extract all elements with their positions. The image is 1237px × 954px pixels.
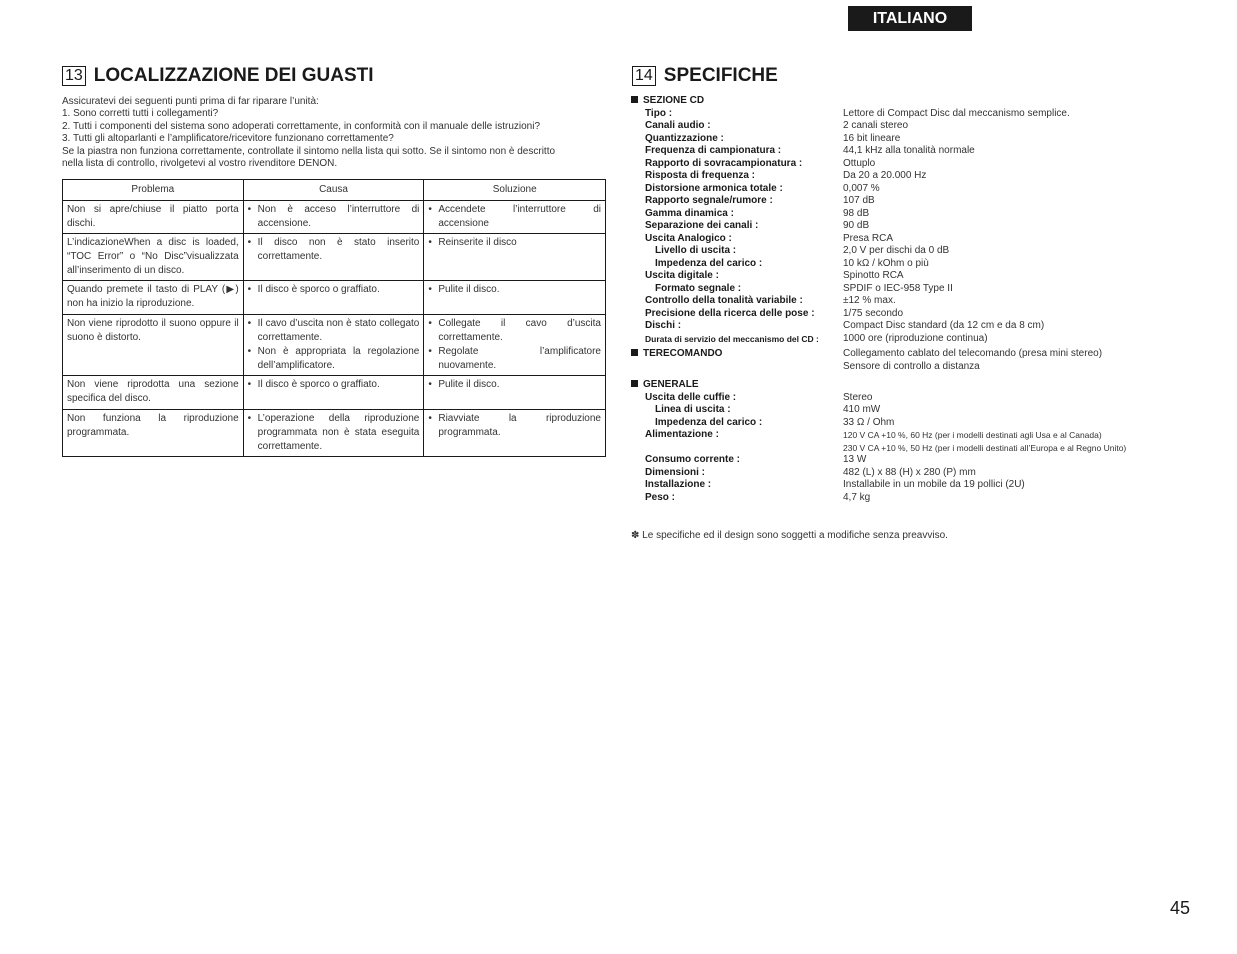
spec-row xyxy=(631,429,1201,442)
cause-text: Non è appropriata la regolazione dell’amplificatore. xyxy=(257,346,420,371)
solution-text: Riavviate la riproduzione programmata. xyxy=(438,413,601,438)
cd-section-heading xyxy=(631,95,1201,108)
spec-label: Impedenza del carico : xyxy=(655,416,763,428)
spec-row xyxy=(631,320,1201,333)
spec-value: 44,1 kHz alla tonalità normale xyxy=(843,145,975,156)
table-row xyxy=(63,234,606,281)
table-header-row xyxy=(63,180,606,201)
header-solution: Soluzione xyxy=(424,180,606,201)
spec-label: Durata di servizio del meccanismo del CD : xyxy=(645,333,819,344)
intro-line: 1. Sono corretti tutti i collegamenti? xyxy=(62,108,219,120)
spec-row xyxy=(631,195,1201,208)
solution-cell: • Riavviate la riproduzione programmata. xyxy=(424,410,606,457)
spec-label: Controllo della tonalità variabile : xyxy=(645,295,803,306)
spec-label: Frequenza di campionatura : xyxy=(645,145,782,156)
table-row xyxy=(63,315,606,376)
spec-row xyxy=(631,454,1201,467)
spec-label: Uscita delle cuffie : xyxy=(645,391,737,403)
spec-value: 98 dB xyxy=(843,207,870,219)
table-row xyxy=(63,281,606,315)
spec-value: 2 canali stereo xyxy=(843,120,909,131)
cause-text: Il disco non è stato inserito correttamente. xyxy=(257,237,420,262)
cause-text: Il disco è sporco o graffiato. xyxy=(257,379,380,390)
cause-cell: • Il disco non è stato inserito correttamente. xyxy=(243,234,424,281)
spec-label: Precisione della ricerca delle pose : xyxy=(645,307,815,319)
spec-value: 482 (L) x 88 (H) x 280 (P) mm xyxy=(843,466,976,478)
square-bullet-icon xyxy=(631,96,638,103)
specifications-heading xyxy=(632,65,778,87)
spec-value: Ottuplo xyxy=(843,157,876,169)
table-row xyxy=(63,201,606,234)
cause-text: Il disco è sporco o graffiato. xyxy=(257,284,380,295)
spec-value: 13 W xyxy=(843,454,867,465)
spec-label: Consumo corrente : xyxy=(645,454,741,465)
spec-value: 90 dB xyxy=(843,220,870,231)
spec-row xyxy=(631,270,1201,283)
spec-row xyxy=(631,392,1201,405)
spec-label: Distorsione armonica totale : xyxy=(645,182,783,194)
spec-value: SPDIF o IEC-958 Type II xyxy=(843,282,953,294)
spec-row xyxy=(631,333,1201,346)
cause-text: Non è acceso l’interruttore di accensione. xyxy=(257,204,420,229)
solution-text: Pulite il disco. xyxy=(438,284,500,295)
spec-label: Rapporto di sovracampionatura : xyxy=(645,157,803,169)
spec-row xyxy=(631,245,1201,258)
spec-row xyxy=(631,258,1201,271)
spec-row xyxy=(631,308,1201,321)
spec-value: Presa RCA xyxy=(843,232,894,244)
spec-label: Uscita Analogico : xyxy=(645,232,732,244)
header-cause: Causa xyxy=(243,180,424,201)
spec-value: Da 20 a 20.000 Hz xyxy=(843,170,927,181)
spec-row xyxy=(631,295,1201,308)
square-bullet-icon xyxy=(631,349,638,356)
intro-line: Assicuratevi dei seguenti punti prima di far riparare l’unità: xyxy=(62,96,319,107)
spec-value: 410 mW xyxy=(843,404,881,415)
specifications-note xyxy=(631,530,948,541)
spec-label: Linea di uscita : xyxy=(655,404,731,415)
solution-text: Accendete l’interruttore di accensione xyxy=(438,204,601,229)
cause-cell: • Il cavo d’uscita non è stato collegato correttamente. • Non è appropriata la regolazione dell’amplificatore. xyxy=(243,315,424,376)
cd-heading-text: SEZIONE CD xyxy=(643,95,705,106)
solution-text: Regolate l’amplificatore nuovamente. xyxy=(438,346,601,371)
specifications-list xyxy=(631,95,1201,504)
spec-value: Lettore di Compact Disc dal meccanismo semplice. xyxy=(843,107,1070,119)
spec-row xyxy=(631,158,1201,171)
cause-text: L’operazione della riproduzione programmata non è stata eseguita correttamente. xyxy=(257,413,420,452)
spec-value: 1/75 secondo xyxy=(843,307,904,319)
spec-row xyxy=(631,145,1201,158)
problem-cell: Non viene riprodotta una sezione specifica del disco. xyxy=(63,376,244,410)
spec-value: 10 kΩ / kOhm o più xyxy=(843,257,929,269)
cause-cell: • Il disco è sporco o graffiato. xyxy=(243,376,424,410)
spec-value: 0,007 % xyxy=(843,182,880,194)
cause-cell: • L’operazione della riproduzione programmata non è stata eseguita correttamente. xyxy=(243,410,424,457)
note-text: Le specifiche ed il design sono soggetti a modifiche senza preavviso. xyxy=(642,530,948,541)
cause-text: Il cavo d’uscita non è stato collegato correttamente. xyxy=(257,318,420,343)
spec-value: Collegamento cablato del telecomando (presa mini stereo) xyxy=(843,348,1103,359)
spec-label: Impedenza del carico : xyxy=(655,257,763,269)
spec-value: 107 dB xyxy=(843,195,875,206)
spec-label xyxy=(631,442,843,455)
troubleshooting-intro xyxy=(62,96,607,170)
spec-value: Compact Disc standard (da 12 cm e da 8 cm) xyxy=(843,320,1045,331)
solution-cell: • Collegate il cavo d’uscita correttamente. • Regolate l’amplificatore nuovamente. xyxy=(424,315,606,376)
cause-cell: • Il disco è sporco o graffiato. xyxy=(243,281,424,315)
solution-cell: • Accendete l’interruttore di accensione xyxy=(424,201,606,234)
language-tab: ITALIANO xyxy=(848,6,972,31)
solution-text: Collegate il cavo d’uscita correttamente. xyxy=(438,318,601,343)
table-row xyxy=(63,376,606,410)
spec-label: Formato segnale : xyxy=(655,282,742,294)
spec-value: 2,0 V per dischi da 0 dB xyxy=(843,245,950,256)
spec-row xyxy=(631,120,1201,133)
section-number-13: 13 xyxy=(62,66,86,86)
spec-value: 120 V CA +10 %, 60 Hz (per i modelli destinati agli Usa e al Canada) xyxy=(843,430,1102,440)
spec-row xyxy=(631,170,1201,183)
table-row xyxy=(63,410,606,457)
spec-label: Separazione dei canali : xyxy=(645,220,759,231)
spec-value: Installabile in un mobile da 19 pollici (2U) xyxy=(843,479,1025,490)
troubleshooting-title: LOCALIZZAZIONE DEI GUASTI xyxy=(93,65,374,86)
spec-label: Canali audio : xyxy=(645,120,711,131)
solution-text: Pulite il disco. xyxy=(438,379,500,390)
spec-label: Alimentazione : xyxy=(645,429,719,440)
page-number: 45 xyxy=(1170,898,1191,918)
solution-cell: • Pulite il disco. xyxy=(424,376,606,410)
spec-row xyxy=(631,479,1201,492)
square-bullet-icon xyxy=(631,380,638,387)
spec-value: 230 V CA +10 %, 50 Hz (per i modelli destinati all’Europa e al Regno Unito) xyxy=(843,442,1127,453)
header-problem: Problema xyxy=(63,180,244,201)
specifications-title: SPECIFICHE xyxy=(663,65,778,86)
spec-label: Dimensioni : xyxy=(645,466,706,478)
spec-row xyxy=(631,492,1201,505)
problem-cell: Non si apre/chiuse il piatto porta dischi. xyxy=(63,201,244,234)
spec-value: 16 bit lineare xyxy=(843,132,901,144)
solution-cell: • Pulite il disco. xyxy=(424,281,606,315)
problem-cell: L’indicazioneWhen a disc is loaded, “TOC Error” o “No Disc”visualizzata all’inserimento di un disco. xyxy=(63,234,244,281)
problem-cell: Quando premete il tasto di PLAY (▶) non ha inizio la riproduzione. xyxy=(63,281,244,315)
troubleshooting-table xyxy=(62,179,606,457)
spec-label: Rapporto segnale/rumore : xyxy=(645,195,773,206)
spec-label: Installazione : xyxy=(645,479,712,490)
spec-value: Stereo xyxy=(843,391,873,403)
spec-value: ±12 % max. xyxy=(843,295,896,306)
spec-label: Livello di uscita : xyxy=(655,245,737,256)
spec-label: Gamma dinamica : xyxy=(645,207,734,219)
spec-row xyxy=(631,283,1201,296)
spec-row xyxy=(631,442,1201,455)
remote-heading-text: TERECOMANDO xyxy=(643,348,723,359)
spec-value: Sensore di controllo a distanza xyxy=(843,360,980,372)
spec-row xyxy=(631,220,1201,233)
intro-line: nella lista di controllo, rivolgetevi al vostro rivenditore DENON. xyxy=(62,158,338,170)
problem-cell: Non funziona la riproduzione programmata. xyxy=(63,410,244,457)
spec-label: Uscita digitale : xyxy=(645,270,719,281)
spec-value: 1000 ore (riproduzione continua) xyxy=(843,332,988,344)
general-heading-text: GENERALE xyxy=(643,379,699,390)
intro-line: 2. Tutti i componenti del sistema sono adoperati correttamente, in conformità con il manuale delle istruzioni? xyxy=(62,120,541,132)
spec-row xyxy=(631,467,1201,480)
spec-row xyxy=(631,417,1201,430)
spec-label: Quantizzazione : xyxy=(645,132,724,144)
spec-value: 4,7 kg xyxy=(843,491,871,503)
spec-value: Spinotto RCA xyxy=(843,270,904,281)
cause-cell: • Non è acceso l’interruttore di accensione. xyxy=(243,201,424,234)
spec-row xyxy=(631,133,1201,146)
spec-label: Tipo : xyxy=(645,107,673,119)
spec-value: 33 Ω / Ohm xyxy=(843,416,895,428)
spec-row xyxy=(631,404,1201,417)
spec-row xyxy=(631,183,1201,196)
spec-row xyxy=(631,233,1201,246)
troubleshooting-heading xyxy=(62,65,374,87)
intro-line: Se la piastra non funziona correttamente, controllate il sintomo nella lista qui sotto. Se il sintomo non è descritto xyxy=(62,145,556,157)
general-section-heading xyxy=(631,379,1201,392)
problem-cell: Non viene riprodotto il suono oppure il suono è distorto. xyxy=(63,315,244,376)
asterisk-icon: ✽ xyxy=(631,530,640,541)
spec-label: Dischi : xyxy=(645,320,682,331)
spec-label: Risposta di frequenza : xyxy=(645,170,756,181)
spec-label: Peso : xyxy=(645,491,676,503)
section-number-14: 14 xyxy=(632,66,656,86)
remote-section xyxy=(631,348,1201,361)
spec-row xyxy=(631,108,1201,121)
spec-row xyxy=(631,208,1201,221)
solution-cell: • Reinserite il disco xyxy=(424,234,606,281)
solution-text: Reinserite il disco xyxy=(438,237,517,248)
spec-row xyxy=(631,361,1201,374)
intro-line: 3. Tutti gli altoparlanti e l’amplificatore/ricevitore funzionano correttamente? xyxy=(62,133,394,145)
